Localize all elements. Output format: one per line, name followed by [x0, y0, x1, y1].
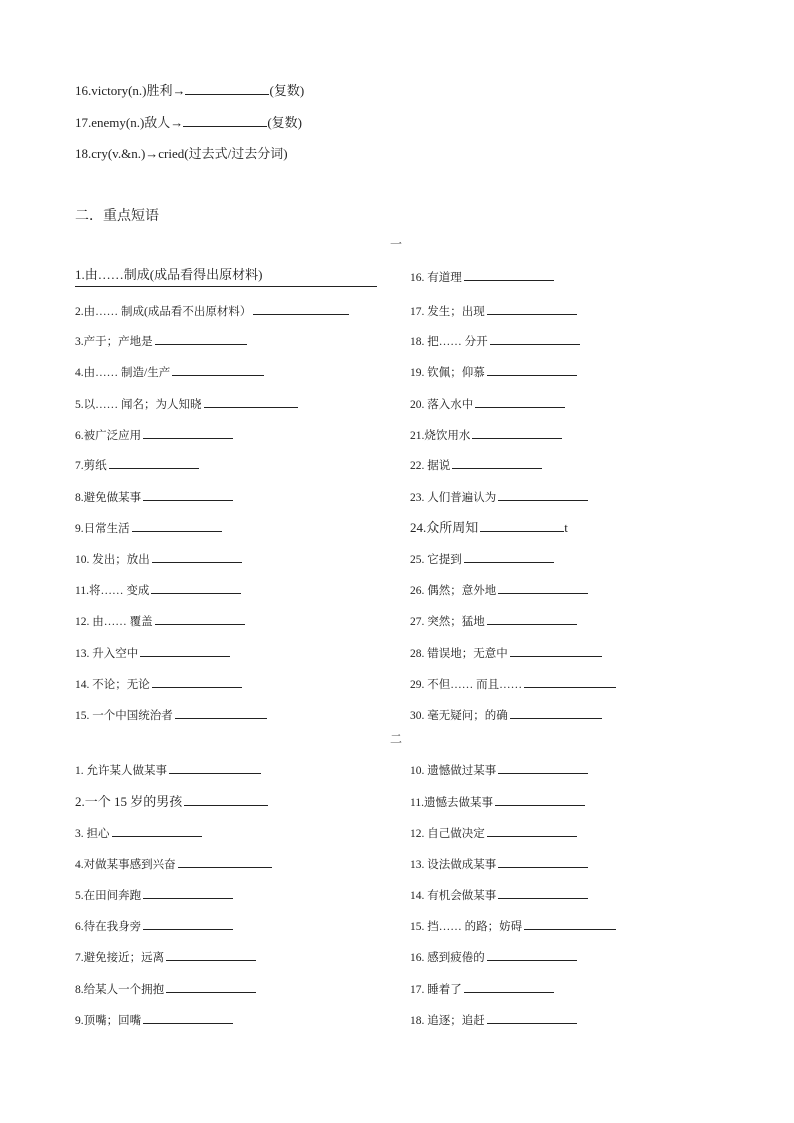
word-suffix: (复数) — [267, 115, 302, 130]
phrase-item — [75, 551, 242, 568]
phrase-text: 24.众所周知 — [410, 520, 479, 535]
answer-blank[interactable] — [166, 981, 256, 993]
phrase-text: 5.以…… 闻名；为人知晓 — [75, 399, 202, 411]
answer-blank[interactable] — [510, 645, 602, 657]
word-text: enemy(n.)敌人→ — [91, 115, 184, 130]
answer-blank[interactable] — [132, 520, 222, 532]
phrase-item — [410, 520, 568, 536]
phrase-item — [410, 1012, 577, 1029]
phrase-text: 12. 自己做决定 — [410, 828, 485, 840]
phrase-item — [75, 645, 230, 662]
answer-blank[interactable] — [155, 613, 245, 625]
answer-blank[interactable] — [524, 676, 616, 688]
phrase-item — [410, 676, 616, 693]
phrase-text: 6.待在我身旁 — [75, 921, 142, 933]
phrase-item — [75, 489, 233, 506]
part-marker-1: 一 — [390, 237, 403, 251]
answer-blank[interactable] — [472, 427, 562, 439]
word-number: 17. — [75, 115, 92, 130]
word-line-17 — [75, 114, 302, 132]
phrase-text: 9.顶嘴；回嘴 — [75, 1015, 142, 1027]
phrase-text: 14. 不论；无论 — [75, 679, 150, 691]
answer-blank[interactable] — [183, 114, 267, 127]
answer-blank[interactable] — [498, 762, 588, 774]
phrase-text: 8.避免做某事 — [75, 492, 142, 504]
phrase-item — [75, 582, 241, 599]
phrase-item — [75, 856, 272, 873]
phrase-text: 29. 不但…… 而且…… — [410, 679, 523, 691]
phrase-text: 11.将…… 变成 — [75, 585, 150, 597]
phrase-item — [75, 707, 267, 724]
section-title: 二．重点短语 — [75, 209, 159, 224]
phrase-item — [75, 676, 242, 693]
answer-blank[interactable] — [498, 489, 588, 501]
phrase-item — [410, 645, 602, 662]
phrase-item — [75, 613, 245, 630]
phrase-text: 4.对做某事感到兴奋 — [75, 859, 176, 871]
answer-blank[interactable] — [487, 949, 577, 961]
phrase-text: 9.日常生活 — [75, 523, 130, 535]
phrase-item — [75, 794, 268, 810]
phrase-item — [75, 949, 256, 966]
answer-blank[interactable] — [464, 551, 554, 563]
phrase-text: 6.被广泛应用 — [75, 430, 142, 442]
answer-blank[interactable] — [510, 707, 602, 719]
phrase-item — [410, 582, 588, 599]
phrase-item — [410, 825, 577, 842]
phrase-text: 2.由…… 制成(成品看不出原材料） — [75, 306, 252, 318]
word-text: cry(v.&n.)→cried(过去式/过去分词) — [91, 146, 288, 161]
phrase-text: 5.在田间奔跑 — [75, 890, 142, 902]
phrase-text: 25. 它提到 — [410, 554, 462, 566]
answer-blank[interactable] — [175, 707, 267, 719]
phrase-text: 7.剪纸 — [75, 460, 107, 472]
phrase-text: 17. 睡着了 — [410, 984, 462, 996]
answer-blank[interactable] — [143, 489, 233, 501]
phrase-item — [75, 333, 247, 350]
phrase-text: 10. 遗憾做过某事 — [410, 765, 497, 777]
phrase-item — [75, 457, 199, 474]
answer-blank[interactable] — [487, 825, 577, 837]
answer-blank[interactable] — [75, 286, 377, 287]
phrase-text: 7.避免接近；远离 — [75, 952, 165, 964]
phrase-item — [410, 333, 580, 350]
phrase-text: 19. 钦佩；仰慕 — [410, 367, 485, 379]
answer-blank[interactable] — [143, 887, 233, 899]
phrase-item — [410, 856, 588, 873]
phrase-text: 16. 感到疲倦的 — [410, 952, 485, 964]
phrase-item — [410, 949, 577, 966]
phrase-text: 14. 有机会做某事 — [410, 890, 497, 902]
phrase-item — [410, 613, 577, 630]
phrase-text: 12. 由…… 覆盖 — [75, 616, 153, 628]
phrase-text: 18. 追逐；追赶 — [410, 1015, 485, 1027]
phrase-item — [410, 489, 588, 506]
answer-blank[interactable] — [178, 856, 272, 868]
answer-blank[interactable] — [151, 582, 241, 594]
answer-blank[interactable] — [487, 303, 577, 315]
phrase-text: 4.由…… 制造/生产 — [75, 367, 171, 379]
phrase-item — [410, 551, 554, 568]
phrase-text: 22. 据说 — [410, 460, 451, 472]
phrase-item — [75, 303, 349, 320]
answer-blank[interactable] — [487, 1012, 577, 1024]
phrase-item — [75, 427, 233, 444]
phrase-item — [410, 887, 588, 904]
answer-blank[interactable] — [498, 582, 588, 594]
phrase-text: 28. 错误地；无意中 — [410, 648, 508, 660]
answer-blank[interactable] — [109, 457, 199, 469]
answer-blank[interactable] — [487, 364, 577, 376]
word-line-16 — [75, 82, 304, 100]
answer-blank[interactable] — [487, 613, 577, 625]
phrase-item — [75, 762, 261, 779]
phrase-text: 1.由……制成(成品看得出原材料) — [75, 267, 263, 282]
phrase-text: 10. 发出；放出 — [75, 554, 150, 566]
part-marker-2: 二 — [390, 732, 403, 746]
phrase-item — [410, 762, 588, 779]
word-number: 16. — [75, 83, 92, 98]
answer-blank[interactable] — [464, 981, 554, 993]
phrase-text: 21.烧饮用水 — [410, 430, 471, 442]
word-text: victory(n.)胜利→ — [91, 83, 186, 98]
answer-blank[interactable] — [172, 364, 264, 376]
answer-blank[interactable] — [143, 1012, 233, 1024]
phrase-item — [410, 396, 565, 413]
phrase-item — [410, 794, 585, 811]
phrase-text: 27. 突然；猛地 — [410, 616, 485, 628]
answer-blank[interactable] — [490, 333, 580, 345]
phrase-item — [410, 364, 577, 381]
answer-blank[interactable] — [112, 825, 202, 837]
phrase-item — [75, 267, 262, 283]
phrase-text: 26. 偶然；意外地 — [410, 585, 497, 597]
phrase-text: 30. 毫无疑问；的确 — [410, 710, 508, 722]
answer-blank[interactable] — [475, 396, 565, 408]
phrase-text: 13. 升入空中 — [75, 648, 139, 660]
phrase-item — [410, 918, 616, 935]
phrase-text: 15. 挡…… 的路；妨碍 — [410, 921, 523, 933]
phrase-text: 23. 人们普遍认为 — [410, 492, 497, 504]
word-line-18 — [75, 145, 288, 163]
phrase-text: 1. 允许某人做某事 — [75, 765, 167, 777]
answer-blank[interactable] — [152, 551, 242, 563]
word-number: 18. — [75, 146, 92, 161]
phrase-item — [75, 918, 233, 935]
phrase-item — [410, 269, 554, 286]
phrase-text: 15. 一个中国统治者 — [75, 710, 173, 722]
answer-blank[interactable] — [184, 794, 268, 806]
phrase-text: 16. 有道理 — [410, 272, 462, 284]
phrase-tail: t — [564, 520, 568, 535]
phrase-text: 2.一个 15 岁的男孩 — [75, 794, 183, 809]
phrase-item — [75, 887, 233, 904]
answer-blank[interactable] — [524, 918, 616, 930]
answer-blank[interactable] — [498, 887, 588, 899]
phrase-text: 20. 落入水中 — [410, 399, 474, 411]
phrase-item — [410, 707, 602, 724]
answer-blank[interactable] — [253, 303, 349, 315]
answer-blank[interactable] — [185, 82, 269, 95]
answer-blank[interactable] — [452, 457, 542, 469]
answer-blank[interactable] — [480, 520, 564, 532]
phrase-item — [75, 364, 264, 381]
answer-blank[interactable] — [169, 762, 261, 774]
phrase-text: 3.产于；产地是 — [75, 336, 153, 348]
phrase-item — [410, 303, 577, 320]
phrase-text: 11.遗憾去做某事 — [410, 797, 493, 809]
phrase-text: 18. 把…… 分开 — [410, 336, 488, 348]
phrase-item — [75, 825, 202, 842]
word-suffix: (复数) — [269, 83, 305, 98]
answer-blank[interactable] — [464, 269, 554, 281]
phrase-item — [75, 396, 298, 413]
phrase-item — [75, 1012, 233, 1029]
answer-blank[interactable] — [166, 949, 256, 961]
phrase-item — [75, 520, 222, 537]
phrase-text: 8.给某人一个拥抱 — [75, 984, 165, 996]
phrase-item — [75, 981, 256, 998]
phrase-item — [410, 981, 554, 998]
answer-blank[interactable] — [152, 676, 242, 688]
answer-blank[interactable] — [143, 918, 233, 930]
phrase-text: 17. 发生；出现 — [410, 306, 485, 318]
answer-blank[interactable] — [155, 333, 247, 345]
phrase-item — [410, 427, 562, 444]
answer-blank[interactable] — [143, 427, 233, 439]
answer-blank[interactable] — [140, 645, 230, 657]
answer-blank[interactable] — [498, 856, 588, 868]
phrase-text: 3. 担心 — [75, 828, 110, 840]
answer-blank[interactable] — [204, 396, 298, 408]
phrase-text: 13. 设法做成某事 — [410, 859, 497, 871]
phrase-item — [410, 457, 542, 474]
answer-blank[interactable] — [495, 794, 585, 806]
